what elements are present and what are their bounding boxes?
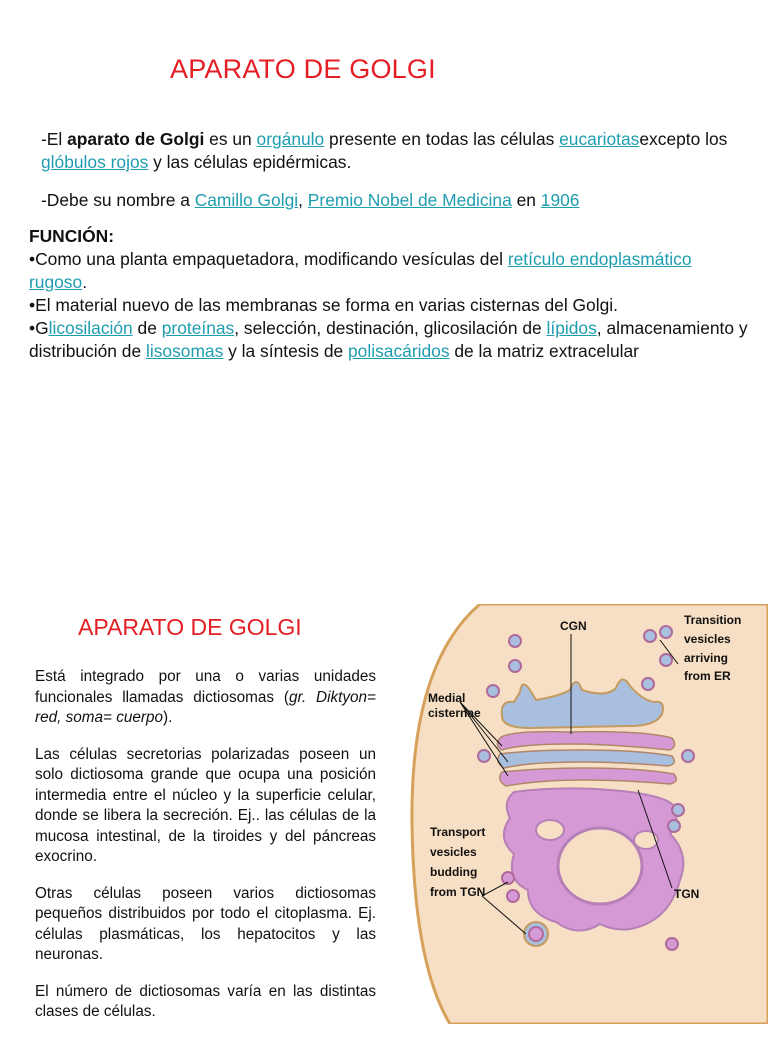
text: y las células epidérmicas. [148,152,352,172]
link-eucariotas[interactable]: eucariotas [559,129,640,149]
link-polisacaridos[interactable]: polisacáridos [348,341,450,361]
link-globulos-rojos[interactable]: glóbulos rojos [41,152,149,172]
vesicle [660,654,672,666]
paragraph-secretory-cells: Las células secretorias polarizadas poseen un solo dictiosoma grande que ocupa una posición intermedia entre el núcleo y la superficie celular, donde se libera la secreción. Ej.. las células de la mucosa intestinal, de la tiroides y del páncreas exocrino. [35,745,376,865]
vesicle [509,660,521,672]
section-title: APARATO DE GOLGI [78,614,302,640]
tgn-lumen [536,820,564,840]
text: •Como una planta empaquetadora, modificando vesículas del [29,249,508,269]
text: -Debe su nombre a [41,190,195,210]
vesicle [682,750,694,762]
link-lipidos[interactable]: lípidos [546,318,597,338]
bold-term: aparato de Golgi [67,129,205,149]
label-from-tgn: from TGN [430,885,486,899]
label-transport: Transport [430,825,486,839]
paragraph-other-cells: Otras células poseen varios dictiosomas pequeños distribuidos por todo el citoplasma. Ej. células plasmáticas, los hepatocitos y las neuronas. [35,884,376,963]
vesicle [529,927,543,941]
vesicle [666,938,678,950]
function-heading: FUNCIÓN: [29,226,115,246]
label-transition: Transition [684,613,742,627]
text: . [82,272,88,292]
bullet-3 [29,317,749,363]
label-transport-vesicles: vesicles [430,845,477,859]
text: , almacenamiento y distribución de [29,318,748,361]
link-lisosomas[interactable]: lisosomas [145,341,224,361]
text: y la síntesis de [223,341,349,361]
vesicle [509,635,521,647]
vesicle [487,685,499,697]
tgn-lumen [558,828,642,904]
text: es un [204,129,257,149]
golgi-diagram [410,604,768,1024]
function-section [29,225,749,363]
bullet-2: •El material nuevo de las membranas se forma en varias cisternas del Golgi. [29,295,618,315]
label-arriving: arriving [684,651,729,665]
label-cgn: CGN [560,619,587,633]
label-tgn: TGN [674,887,700,901]
paragraph-count: El número de dictiosomas varía en las distintas clases de células. [35,982,376,1020]
vesicle [672,804,684,816]
text: , [298,190,308,210]
vesicle [644,630,656,642]
label-cisternae: cisternae [428,706,481,720]
etymology: gr. Diktyon= red, soma= cuerpo [35,688,376,726]
text: , selección, destinación, glicosilación de [234,318,547,338]
vesicle [478,750,490,762]
vesicle [660,626,672,638]
name-origin-paragraph [41,189,741,212]
link-reticulo[interactable]: retículo endoplasmático rugoso [29,249,692,292]
label-from-er: from ER [684,669,731,683]
text: excepto los [639,129,728,149]
link-1906[interactable]: 1906 [540,190,580,210]
link-organulo[interactable]: orgánulo [256,129,325,149]
bullet-1 [29,248,749,294]
intro-paragraph [41,128,741,174]
vesicle [507,890,519,902]
link-premio-nobel[interactable]: Premio Nobel de Medicina [307,190,512,210]
page-title: APARATO DE GOLGI [170,54,436,84]
text: de [132,318,162,338]
text: ). [162,709,173,726]
text: de la matriz extracelular [449,341,639,361]
label-medial: Medial [428,691,466,705]
link-proteinas[interactable]: proteínas [161,318,235,338]
text: presente en todas las células [324,129,560,149]
text: •G [29,318,49,338]
paragraph-dictiosomas [35,667,376,729]
tgn-lumen [634,831,658,849]
text: -El [41,129,68,149]
vesicle [642,678,654,690]
label-transition-vesicles: vesicles [684,632,731,646]
link-glicosilacion[interactable]: licosilación [48,318,133,338]
description-text [35,667,376,1039]
label-budding: budding [430,865,478,879]
vesicle [668,820,680,832]
text: Está integrado por una o varias unidades funcionales llamadas dictiosomas ( [35,668,376,706]
link-camillo-golgi[interactable]: Camillo Golgi [194,190,299,210]
text: en [511,190,541,210]
